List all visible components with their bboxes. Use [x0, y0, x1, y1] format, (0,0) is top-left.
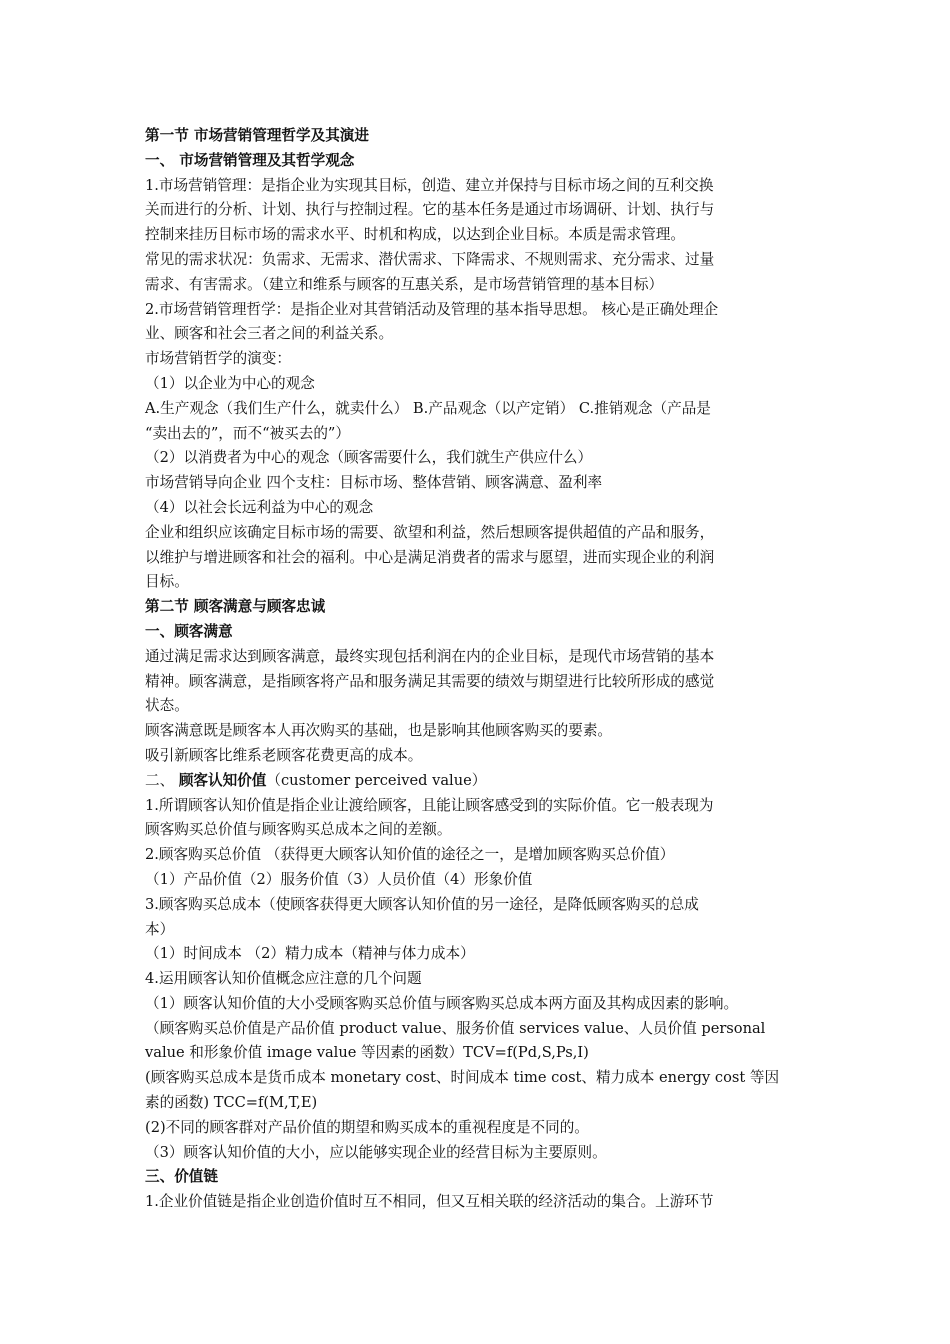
text-line: 关而进行的分析、计划、执行与控制过程。它的基本任务是通过市场调研、计划、执行与 [145, 201, 715, 219]
text-line: （3）顾客认知价值的大小，应以能够实现企业的经营目标为主要原则。 [145, 1143, 607, 1161]
text-line: 通过满足需求达到顾客满意，最终实现包括利润在内的企业目标，是现代市场营销的基本 [145, 647, 715, 665]
text-line: 状态。 [145, 697, 189, 715]
text-line: 控制来挂历目标市场的需求水平、时机和构成，以达到企业目标。本质是需求管理。 [145, 226, 685, 244]
text-line: 1.所谓顾客认知价值是指企业让渡给顾客，且能让顾客感受到的实际价值。它一般表现为 [145, 796, 714, 814]
text-line: 业、顾客和社会三者之间的利益关系。 [145, 325, 394, 343]
document-body [145, 124, 815, 1215]
text-line: 3.顾客购买总成本（使顾客获得更大顾客认知价值的另一途径，是降低顾客购买的总成 [145, 895, 699, 913]
heading-term: 顾客认知价值 [178, 771, 267, 789]
text-line: 本） [145, 920, 175, 938]
text-line: （顾客购买总价值是产品价值 product value、服务价值 services value、人员价值 personal [145, 1019, 766, 1037]
text-line: 2.市场营销管理哲学：是指企业对其营销活动及管理的基本指导思想。 核心是正确处理企 [145, 300, 719, 318]
section-heading: 第二节 顾客满意与顾客忠诚 [145, 598, 326, 616]
text-line: 常见的需求状况：负需求、无需求、潜伏需求、下降需求、不规则需求、充分需求、过量 [145, 250, 715, 268]
text-line: 精神。顾客满意，是指顾客将产品和服务满足其需要的绩效与期望进行比较所形成的感觉 [145, 672, 715, 690]
text-line [145, 769, 815, 794]
text-line: 顾客满意既是顾客本人再次购买的基础，也是影响其他顾客购买的要素。 [145, 722, 613, 740]
text-line: 吸引新顾客比维系老顾客花费更高的成本。 [145, 746, 423, 764]
section-heading: 三、价值链 [145, 1168, 218, 1186]
text-line: 目标。 [145, 573, 189, 591]
text-line: 市场营销导向企业 四个支柱：目标市场、整体营销、顾客满意、盈利率 [145, 474, 603, 492]
text-line: （2）以消费者为中心的观念（顾客需要什么，我们就生产供应什么） [145, 449, 593, 467]
section-heading: 一、顾客满意 [145, 622, 233, 640]
text-line: （1）顾客认知价值的大小受顾客购买总价值与顾客购买总成本两方面及其构成因素的影响。 [145, 994, 739, 1012]
text-line: A.生产观念（我们生产什么，就卖什么） B.产品观念（以产定销） C.推销观念（产品是 [145, 399, 711, 417]
text-line: 1.市场营销管理：是指企业为实现其目标，创造、建立并保持与目标市场之间的互利交换 [145, 176, 714, 194]
text-line: 以维护与增进顾客和社会的福利。中心是满足消费者的需求与愿望，进而实现企业的利润 [145, 548, 715, 566]
text-line: value 和形象价值 image value 等因素的函数）TCV=f(Pd,S,Ps,I) [145, 1044, 589, 1062]
text-segment: 二、 [145, 771, 179, 789]
text-line: 市场营销哲学的演变： [145, 350, 291, 368]
section-heading: 一、 市场营销管理及其哲学观念 [145, 151, 355, 169]
section-heading: 第一节 市场营销管理哲学及其演进 [145, 127, 369, 144]
text-line: （4）以社会长远利益为中心的观念 [145, 498, 374, 516]
text-line: “卖出去的”，而不“被买去的”） [145, 424, 350, 442]
text-line: （1）产品价值（2）服务价值（3）人员价值（4）形象价值 [145, 870, 533, 888]
text-line: 4.运用顾客认知价值概念应注意的几个问题 [145, 970, 422, 988]
text-line: 企业和组织应该确定目标市场的需要、欲望和利益，然后想顾客提供超值的产品和服务， [145, 523, 715, 541]
text-line: （1）时间成本 （2）精力成本（精神与体力成本） [145, 945, 475, 963]
text-line: （1）以企业为中心的观念 [145, 374, 315, 392]
text-line: (2)不同的顾客群对产品价值的期望和购买成本的重视程度是不同的。 [145, 1118, 589, 1136]
text-line: 需求、有害需求。（建立和维系与顾客的互惠关系，是市场营销管理的基本目标） [145, 275, 664, 293]
text-line: 1.企业价值链是指企业创造价值时互不相同，但又互相关联的经济活动的集合。上游环节 [145, 1193, 714, 1211]
text-line: 顾客购买总价值与顾客购买总成本之间的差额。 [145, 821, 452, 839]
text-segment: （customer perceived value） [266, 771, 487, 789]
text-line: 素的函数) TCC=f(M,T,E) [145, 1094, 318, 1112]
text-line: (顾客购买总成本是货币成本 monetary cost、时间成本 time cost、精力成本 energy cost 等因 [145, 1069, 780, 1087]
text-line: 2.顾客购买总价值 （获得更大顾客认知价值的途径之一，是增加顾客购买总价值） [145, 846, 675, 864]
